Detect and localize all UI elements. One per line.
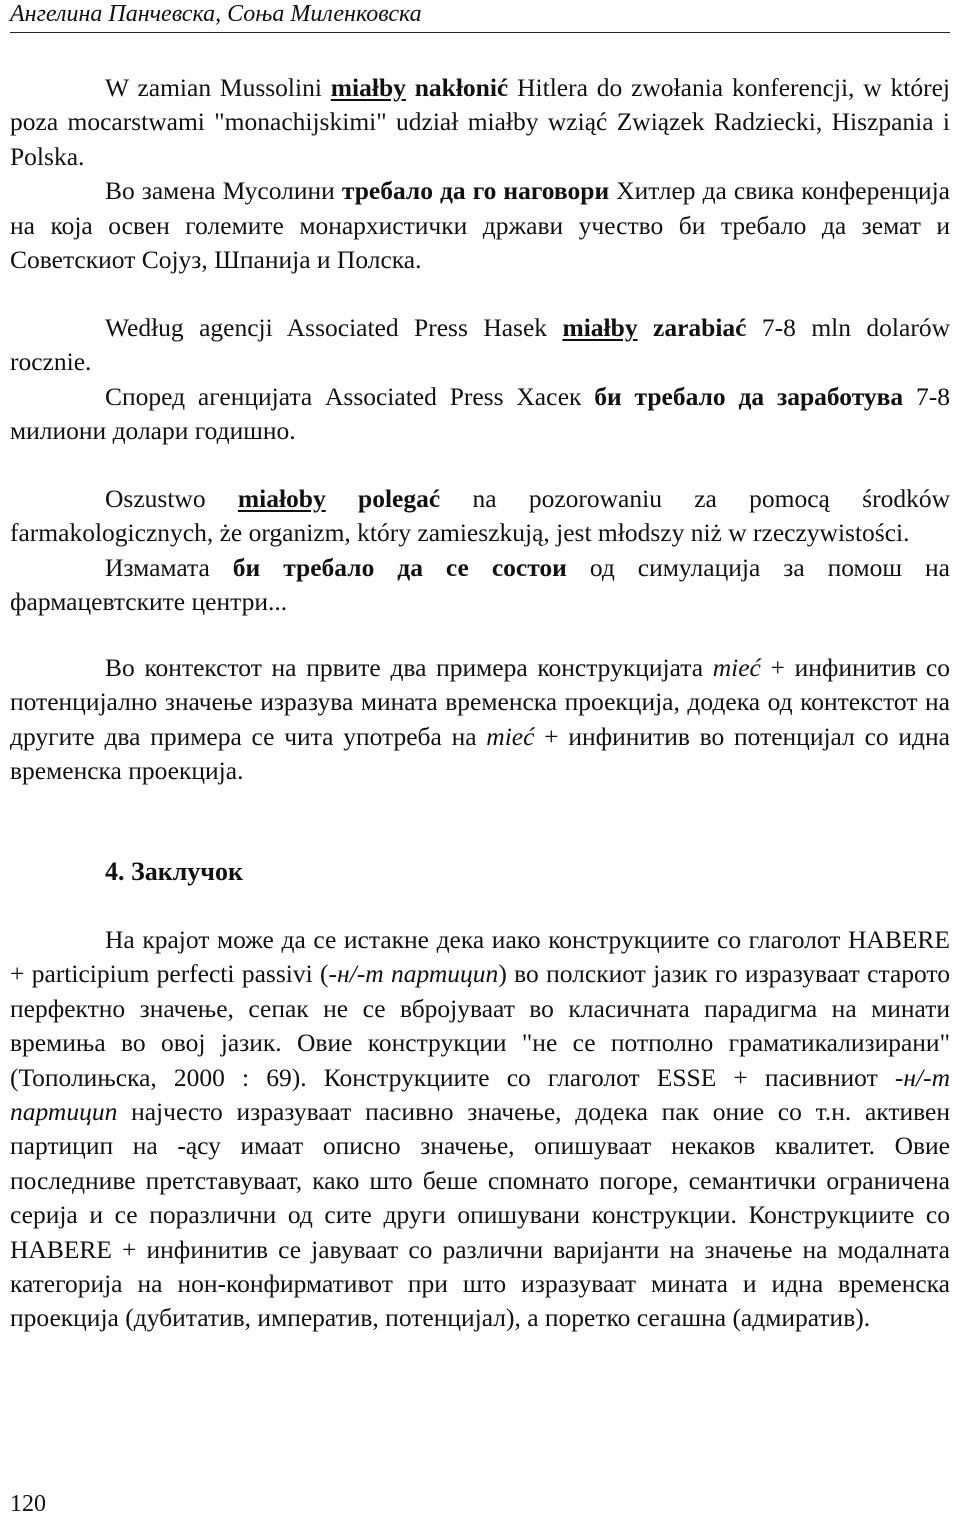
term-italic: mieć — [486, 721, 535, 751]
emphasis-verb: би требало да заработува — [594, 381, 904, 411]
emphasis-verb: miałoby — [237, 484, 326, 513]
emphasis-verb: требало да го наговори — [341, 176, 610, 206]
page-number: 120 — [10, 1491, 46, 1517]
term-italic: mieć — [712, 653, 761, 682]
emphasis-verb: polegać — [358, 484, 441, 513]
commentary-paragraph: Во контекстот на првите два примера конструкцијата mieć + инфинитив со потенцијално значење изразува мината временска проекција, додека од контекстот на другите два примера се чита употреба на mieć + инфинитив во потенцијал со идна временска проекција. — [10, 653, 950, 786]
running-head: Ангелина Панчевска, Соња Миленковска — [10, 0, 950, 33]
example-2-polish: Według agencji Associated Press Hasek miałby zarabiać 7-8 mln dolarów rocznie. — [10, 313, 950, 377]
example-3-polish: Oszustwo miałoby polegać na pozorowaniu za pomocą środków farmakologicznych, że organizm, który zamieszkują, jest młodszy niż w rzeczywistości. — [10, 484, 950, 548]
example-2 — [10, 311, 950, 449]
conclusion-paragraph: На крајот може да се истакне дека иако конструкциите со глаголот HABERE + participium perfecti passivi (-н/-т партицип) во полскиот јазик го изразуваат старото перфектно значење, сепак не се вбројуваат во класичната парадигма на минати времиња во овој јазик. Овие конструкции "не се потполно граматикализирани" (Тополињска, 2000 : 69). Конструкциите со глаголот ESSE + пасивниот -н/-т партицип најчесто изразуваат пасивно значење, додека пак оние со т.н. активен партицип на -ąсу имаат описно значење, опишуваат некаков квалитет. Овие последниве претставуваат, како што беше спомнато погоре, семантички ограничена серија и се поразлични од сите други опишувани конструкции. Конструкциите со HABERE + инфинитив се јавуваат со различни варијанти на значење на модалната категорија на нон-конфирмативот при што изразуваат мината и идна временска проекција (дубитатив, императив, потенцијал), а поретко сегашна (адмиратив). — [10, 925, 950, 1333]
example-1 — [10, 71, 950, 277]
emphasis-verb: би требало да се состои — [232, 552, 567, 582]
example-1-polish: W zamian Mussolini miałby nakłonić Hitlera do zwołania konferencji, w której poza mocarstwami "monachijskimi" udział miałby wziąć Związek Radziecki, Hiszpania i Polska. — [10, 73, 951, 171]
emphasis-verb: zarabiać — [653, 313, 747, 342]
emphasis-verb: miałby — [562, 313, 638, 342]
section-heading: 4. Заклучок — [105, 857, 243, 886]
term-italic: -н/-т партицип — [328, 959, 499, 989]
emphasis-verb: miałby — [330, 73, 406, 102]
emphasis-verb: nakłonić — [414, 73, 509, 102]
example-1-macedonian: Во замена Мусолини требало да го наговори Хитлер да свика конференција на која освен големите монархистички држави учество би требало да земат и Советскиот Сојуз, Шпанија и Полска. — [10, 176, 950, 275]
example-3 — [10, 482, 950, 620]
term-italic: -н/-т партицип — [10, 1062, 950, 1127]
example-3-macedonian: Измамата би требало да се состои од симулација за помош на фармацевтските центри... — [10, 552, 950, 617]
example-2-macedonian: Според агенцијата Associated Press Хасек би требало да заработува 7-8 милиони долари годишно. — [10, 381, 950, 446]
